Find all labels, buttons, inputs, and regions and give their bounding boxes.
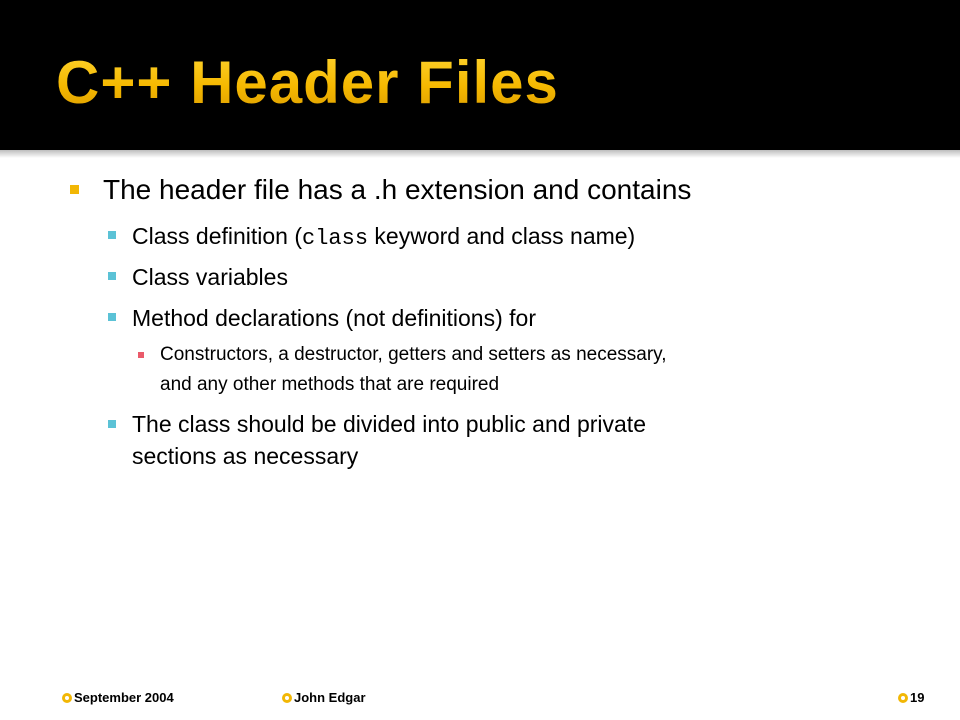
bullet-constructors-line2: and any other methods that are required xyxy=(160,374,500,395)
bullet-square-icon xyxy=(108,231,116,239)
bullet-square-icon xyxy=(108,272,116,280)
bullet-square-icon xyxy=(108,420,116,428)
bullet-public-private-line2: sections as necessary xyxy=(132,443,359,469)
footer-bullet-icon xyxy=(282,693,292,703)
footer-author-text: John Edgar xyxy=(294,690,366,705)
bullet-constructors-line1: Constructors, a destructor, getters and setters as necessary, xyxy=(160,344,667,365)
footer-date-text: September 2004 xyxy=(74,690,174,705)
bullet-square-icon xyxy=(138,352,144,358)
title-bar-shadow xyxy=(0,150,960,158)
class-keyword-code: class xyxy=(302,226,369,251)
footer-bullet-icon xyxy=(898,693,908,703)
bullet-header-file: The header file has a .h extension and contains xyxy=(103,174,692,205)
bullet-square-icon xyxy=(108,313,116,321)
bullet-public-private-line1: The class should be divided into public and private xyxy=(132,411,646,437)
footer-date xyxy=(62,690,174,705)
bullet-class-variables: Class variables xyxy=(132,264,288,290)
footer-bullet-icon xyxy=(62,693,72,703)
slide-title: C++ Header Files xyxy=(56,49,559,116)
footer-page-number xyxy=(898,690,924,705)
footer-page-text: 19 xyxy=(910,690,925,705)
bullet-class-definition-prefix: Class definition ( xyxy=(132,223,303,249)
bullet-square-icon xyxy=(70,185,79,194)
footer-author xyxy=(282,690,366,705)
bullet-class-definition-suffix: keyword and class name) xyxy=(368,223,636,249)
bullet-class-definition xyxy=(132,220,635,255)
bullet-method-declarations: Method declarations (not definitions) for xyxy=(132,305,536,331)
